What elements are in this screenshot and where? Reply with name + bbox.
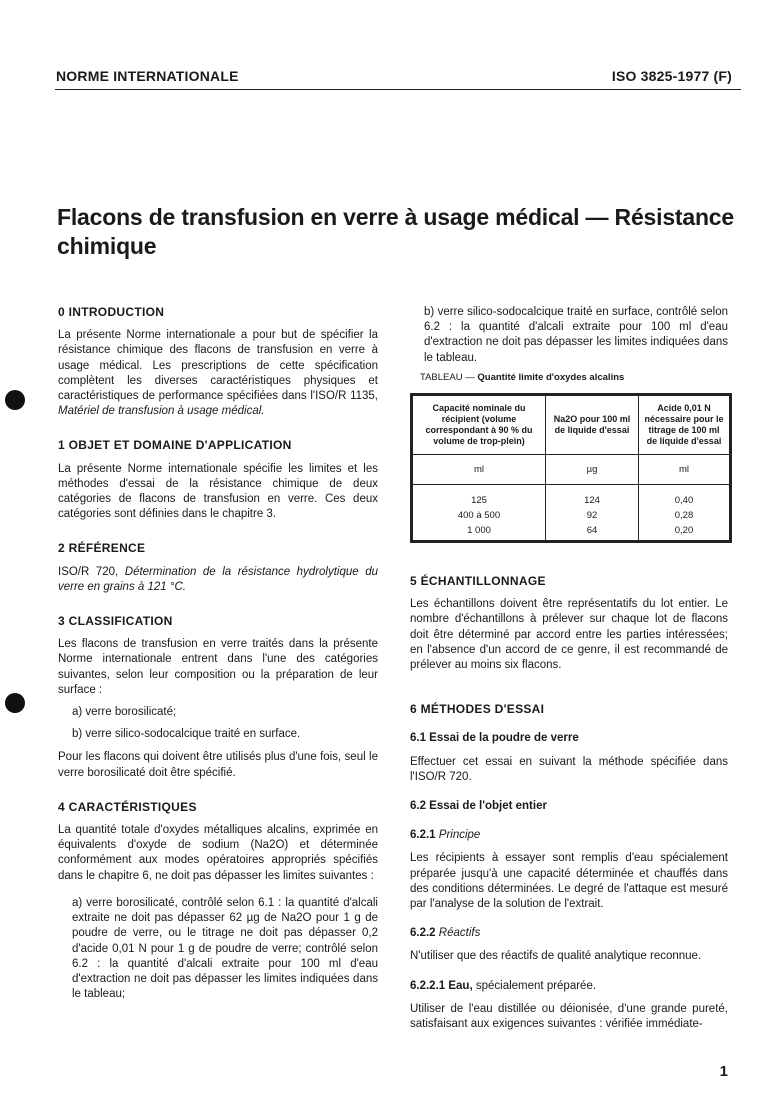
heading-text: Principe (438, 829, 481, 842)
table-title-label: TABLEAU — (420, 372, 478, 383)
table-header: Acide 0,01 N nécessaire pour le titrage de 100 ml de liquide d'essai (639, 396, 730, 455)
section-3-text2: Pour les flacons qui doivent être utilisés plus d'une fois, seul le verre borosilicaté doit être spécifié. (58, 751, 378, 779)
section-0-text (58, 328, 378, 419)
section-6-2-2-heading (410, 926, 728, 941)
heading-number: 6.2.2 (410, 927, 439, 940)
table-cell: 125 (413, 485, 546, 509)
table-row (413, 523, 730, 541)
right-column-top (410, 305, 728, 366)
margin-bullet (5, 693, 25, 713)
section-6-2-2-1-text: Utiliser de l'eau distillée ou déionisée, d'une grande pureté, satisfaisant aux exigences suivantes : vérifiée immédiate- (410, 1002, 728, 1031)
table-title-text: Quantité limite d'oxydes alcalins (477, 372, 625, 383)
heading-number: 6.2.2.1 Eau, (410, 979, 476, 992)
section-6-2-2-text: N'utiliser que des réactifs de qualité analytique reconnue. (410, 950, 702, 963)
section-6-2-2-1-heading (410, 979, 728, 994)
table-header: Capacité nominale du récipient (volume correspondant à 90 % du volume de trop-plein) (413, 396, 546, 455)
section-0-heading: 0 INTRODUCTION (58, 305, 165, 319)
table-row (413, 508, 730, 523)
page-number: 1 (719, 1063, 728, 1080)
header-right: ISO 3825-1977 (F) (611, 68, 732, 84)
section-6-heading: 6 MÉTHODES D'ESSAI (410, 702, 545, 717)
table-unit: ml (413, 455, 546, 485)
section-4-item-a: a) verre borosilicaté, contrôlé selon 6.1 : la quantité d'alcali extraite ne doit pas dépasser 62 µg de Na2O pour 1 g de poudre de verre, ou le titrage ne doit pas dépasser 0,2 d'acide 0,01 N pour 1 g de poudre de verre; contrôlé selon 6.2 : la quantité d'alcali extraite pour 100 ml d'eau d'extraction ne doit pas dépasser les limites indiquées dans le tableau; (72, 896, 378, 1001)
margin-bullet (5, 390, 25, 410)
table-cell: 1 000 (413, 523, 546, 541)
section-6-2-1-text: Les récipients à essayer sont remplis d'eau spécialement préparée jusqu'à une capacité déterminée et chauffés dans des conditions déterminées. Le degré de l'attaque est mesuré par l'analyse de la solution de l'extrait. (410, 852, 728, 911)
section-3-heading: 3 CLASSIFICATION (58, 614, 173, 629)
table-row (413, 485, 730, 509)
text: La présente Norme internationale a pour but de spécifier la résistance chimique des flacons de transfusion en verre à usage médical. Les prescriptions de cette spécification complètent les diverses caractéristiques physiques et caractéristiques de performance spécifiées dans l'ISO/R 1135, (58, 329, 378, 403)
section-6-1-text: Effectuer cet essai en suivant la méthode spécifiée dans l'ISO/R 720. (410, 755, 728, 783)
section-5-text: Les échantillons doivent être représentatifs du lot entier. Le nombre d'échantillons à prélever sur chaque lot de flacons doit être déterminé par accord entre les parties intéressées; en l'absence d'un accord de ce genre, il est recommandé de prélever au moins six flacons. (410, 598, 728, 672)
section-3-item-b: b) verre silico-sodocalcique traité en surface. (72, 728, 301, 741)
section-1-text: La présente Norme internationale spécifie les limites et les méthodes d'essai de la résistance chimique de deux catégories de flacons de transfusion en verre. Ces deux catégories sont définies dans le chapitre 3. (58, 462, 378, 521)
section-2-text (58, 565, 378, 595)
table-unit: µg (546, 455, 639, 485)
section-6-2-1-heading (410, 828, 728, 843)
table-title (420, 372, 624, 383)
table-cell: 0,20 (639, 523, 730, 541)
section-3-item-a: a) verre borosilicaté; (72, 706, 177, 719)
section-2-heading: 2 RÉFÉRENCE (58, 541, 146, 556)
section-6-1-heading: 6.1 Essai de la poudre de verre (410, 732, 579, 745)
section-6-2-heading: 6.2 Essai de l'objet entier (410, 800, 547, 813)
section-4-text: La quantité totale d'oxydes métalliques alcalins, exprimée en équivalents d'oxyde de sodium (Na2O) et déterminée conformément aux modes opératoires appropriés spécifiés dans le chapitre 6, ne doit pas dépasser les limites suivantes : (58, 824, 378, 882)
header-left: NORME INTERNATIONALE (56, 68, 239, 84)
text-italic: Détermination de la résistance hydrolytique du verre en grains à 121 °C. (58, 565, 378, 593)
section-3-text: Les flacons de transfusion en verre traités dans la présente Norme internationale entrent dans l'une des catégories suivantes, selon leur composition ou la préparation de leur surface : (58, 638, 378, 696)
table-cell: 400 à 500 (413, 508, 546, 523)
limits-table (410, 393, 732, 543)
table-cell: 0,28 (639, 508, 730, 523)
section-4-heading: 4 CARACTÉRISTIQUES (58, 799, 197, 814)
section-1-heading: 1 OBJET ET DOMAINE D'APPLICATION (58, 438, 292, 453)
heading-number: 6.2.1 (410, 829, 439, 842)
right-column (410, 574, 728, 1032)
heading-text: spécialement préparée. (475, 979, 597, 992)
table-cell: 64 (546, 523, 639, 541)
left-column (58, 305, 378, 1002)
table-unit: ml (639, 455, 730, 485)
page-title: Flacons de transfusion en verre à usage médical — Résistance chimique (57, 204, 734, 259)
section-4-item-b: b) verre silico-sodocalcique traité en surface, contrôlé selon 6.2 : la quantité d'alcali extraite pour 100 ml d'eau d'extraction ne doit pas dépasser les limites indiquées dans le tableau. (424, 306, 728, 364)
table-cell: 0,40 (639, 485, 730, 509)
table-header: Na2O pour 100 ml de liquide d'essai (546, 396, 639, 455)
text-italic: Matériel de transfusion à usage médical. (58, 405, 265, 418)
heading-text: Réactifs (438, 927, 481, 940)
table-cell: 92 (546, 508, 639, 523)
section-5-heading: 5 ÉCHANTILLONNAGE (410, 574, 546, 588)
text: ISO/R 720, (58, 565, 125, 578)
header-rule (55, 89, 741, 90)
table-cell: 124 (546, 485, 639, 509)
